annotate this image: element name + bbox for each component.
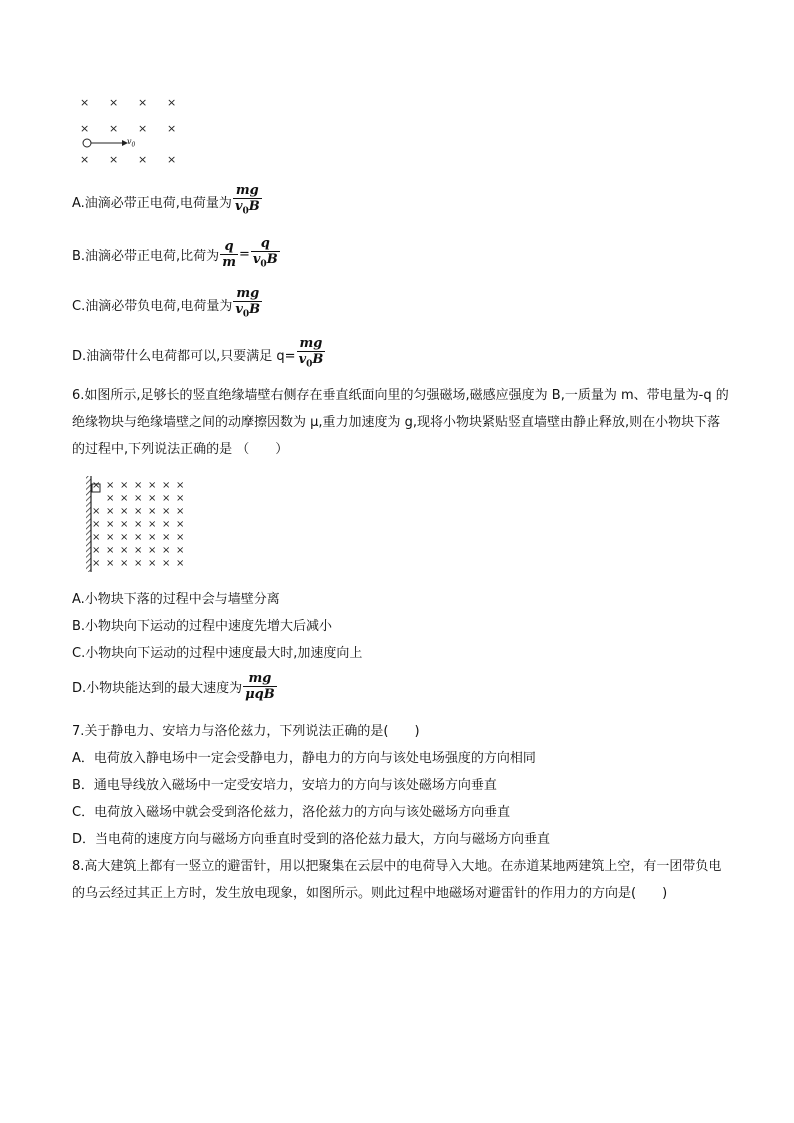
- field-cross: ×: [106, 493, 115, 504]
- figure-oil-drop-svg: [72, 92, 202, 167]
- field-cross: ×: [106, 519, 115, 530]
- field-cross: ×: [176, 493, 185, 504]
- field-cross: ×: [167, 122, 177, 135]
- field-cross: ×: [138, 122, 148, 135]
- field-cross: ×: [148, 480, 157, 491]
- q8-stem: 8.高大建筑上都有一竖立的避雷针，用以把聚集在云层中的电荷导入大地。在赤道某地两建筑上空，有一团带负电的乌云经过其正上方时，发生放电现象，如图所示。则此过程中地磁场对避雷针的作用力的方向是( ): [72, 859, 722, 901]
- field-cross: ×: [176, 480, 185, 491]
- field-cross: ×: [106, 480, 115, 491]
- option-text: D.油滴带什么电荷都可以,只要满足 q=: [72, 348, 296, 364]
- field-cross: ×: [106, 558, 115, 569]
- field-cross: ×: [120, 493, 129, 504]
- field-cross: ×: [80, 96, 90, 109]
- field-cross: ×: [120, 532, 129, 543]
- field-cross: ×: [138, 153, 148, 166]
- fraction-q-over-v0b: $\frac{q}{v_0B}$: [251, 236, 280, 273]
- q5-option-d: [72, 336, 326, 373]
- field-cross: ×: [120, 506, 129, 517]
- fraction-mg-over-v0b: $\frac{mg}{v_0B}$: [233, 183, 262, 220]
- field-cross: ×: [120, 519, 129, 530]
- field-cross: ×: [134, 480, 143, 491]
- q7-option-d: D．当电荷的速度方向与磁场方向垂直时受到的洛伦兹力最大，方向与磁场方向垂直: [72, 832, 551, 847]
- field-cross: ×: [148, 545, 157, 556]
- figure-wall-field: [84, 474, 194, 574]
- q6-option-b: B.小物块向下运动的过程中速度先增大后减小: [72, 619, 333, 634]
- field-cross: ×: [92, 480, 101, 491]
- q7-option-b: B．通电导线放入磁场中一定受安培力，安培力的方向与该处磁场方向垂直: [72, 778, 497, 793]
- field-cross: ×: [92, 506, 101, 517]
- field-cross: ×: [92, 519, 101, 530]
- field-cross: ×: [176, 519, 185, 530]
- fraction-mg-over-muqb: $\frac{mg}{\text{μqB}}$: [245, 671, 275, 702]
- field-cross: ×: [162, 545, 171, 556]
- velocity-label: $v_0$: [127, 137, 136, 149]
- field-cross: ×: [148, 532, 157, 543]
- q5-option-b: [72, 236, 281, 273]
- field-cross: ×: [109, 122, 119, 135]
- q7-option-a: A．电荷放入静电场中一定会受静电力，静电力的方向与该处电场强度的方向相同: [72, 751, 536, 766]
- field-cross: ×: [106, 545, 115, 556]
- option-text: C.油滴必带负电荷,电荷量为: [72, 298, 233, 314]
- field-cross: ×: [80, 122, 90, 135]
- field-cross: ×: [148, 493, 157, 504]
- option-text: B.油滴必带正电荷,比荷为: [72, 248, 220, 264]
- field-cross: ×: [148, 519, 157, 530]
- field-cross: ×: [106, 506, 115, 517]
- field-cross: ×: [162, 480, 171, 491]
- field-cross: ×: [176, 532, 185, 543]
- field-cross: ×: [134, 493, 143, 504]
- field-cross: ×: [138, 96, 148, 109]
- field-cross: ×: [120, 545, 129, 556]
- field-cross: ×: [176, 506, 185, 517]
- wall-hatch: [86, 476, 91, 572]
- field-cross: ×: [134, 545, 143, 556]
- field-cross: ×: [134, 558, 143, 569]
- fraction-mg-over-v0b: $\frac{mg}{v_0B}$: [233, 286, 262, 323]
- oil-drop: [83, 139, 91, 147]
- q6-option-c: C.小物块向下运动的过程中速度最大时,加速度向上: [72, 646, 363, 661]
- field-cross: ×: [167, 153, 177, 166]
- field-cross: ×: [162, 519, 171, 530]
- q6-option-a: A.小物块下落的过程中会与墙壁分离: [72, 592, 280, 607]
- q5-option-a: [72, 183, 263, 220]
- q6-stem: 6.如图所示,足够长的竖直绝缘墙壁右侧存在垂直纸面向里的匀强磁场,磁感应强度为 B,一质量为 m、带电量为-q 的绝缘物块与绝缘墙壁之间的动摩擦因数为 μ,重力加速度为 g,现将小物块紧贴竖直墙壁由静止释放,则在小物块下落的过程中,下列说法正确的是 （ ）: [72, 388, 729, 457]
- fraction-q-over-m: $\frac{q}{m}$: [222, 238, 236, 270]
- field-cross: ×: [80, 153, 90, 166]
- q5-option-c: [72, 286, 263, 323]
- figure-oil-drop-field: [72, 92, 202, 167]
- field-cross: ×: [109, 153, 119, 166]
- field-cross: ×: [109, 96, 119, 109]
- field-cross: ×: [176, 545, 185, 556]
- field-cross: ×: [106, 532, 115, 543]
- field-cross: ×: [92, 545, 101, 556]
- field-cross: ×: [148, 506, 157, 517]
- field-cross: ×: [92, 532, 101, 543]
- field-cross: ×: [148, 558, 157, 569]
- field-cross: ×: [120, 558, 129, 569]
- field-cross: ×: [120, 480, 129, 491]
- field-cross: ×: [162, 493, 171, 504]
- field-cross: ×: [134, 506, 143, 517]
- equals-sign: =: [238, 246, 250, 262]
- field-cross: ×: [134, 532, 143, 543]
- q7-option-c: C．电荷放入磁场中就会受到洛伦兹力，洛伦兹力的方向与该处磁场方向垂直: [72, 805, 511, 820]
- figure-wall-svg: [84, 474, 194, 574]
- field-cross: ×: [162, 532, 171, 543]
- q7-stem: 7.关于静电力、安培力与洛伦兹力，下列说法正确的是( ): [72, 724, 420, 739]
- q6-option-d: [72, 671, 278, 702]
- option-text: A.油滴必带正电荷,电荷量为: [72, 195, 232, 211]
- fraction-mg-over-v0b: $\frac{mg}{v_0B}$: [297, 336, 326, 373]
- field-cross: ×: [92, 558, 101, 569]
- field-cross: ×: [162, 506, 171, 517]
- field-cross: ×: [162, 558, 171, 569]
- field-cross: ×: [134, 519, 143, 530]
- field-cross: ×: [167, 96, 177, 109]
- option-text: D.小物块能达到的最大速度为: [72, 681, 243, 696]
- field-cross: ×: [176, 558, 185, 569]
